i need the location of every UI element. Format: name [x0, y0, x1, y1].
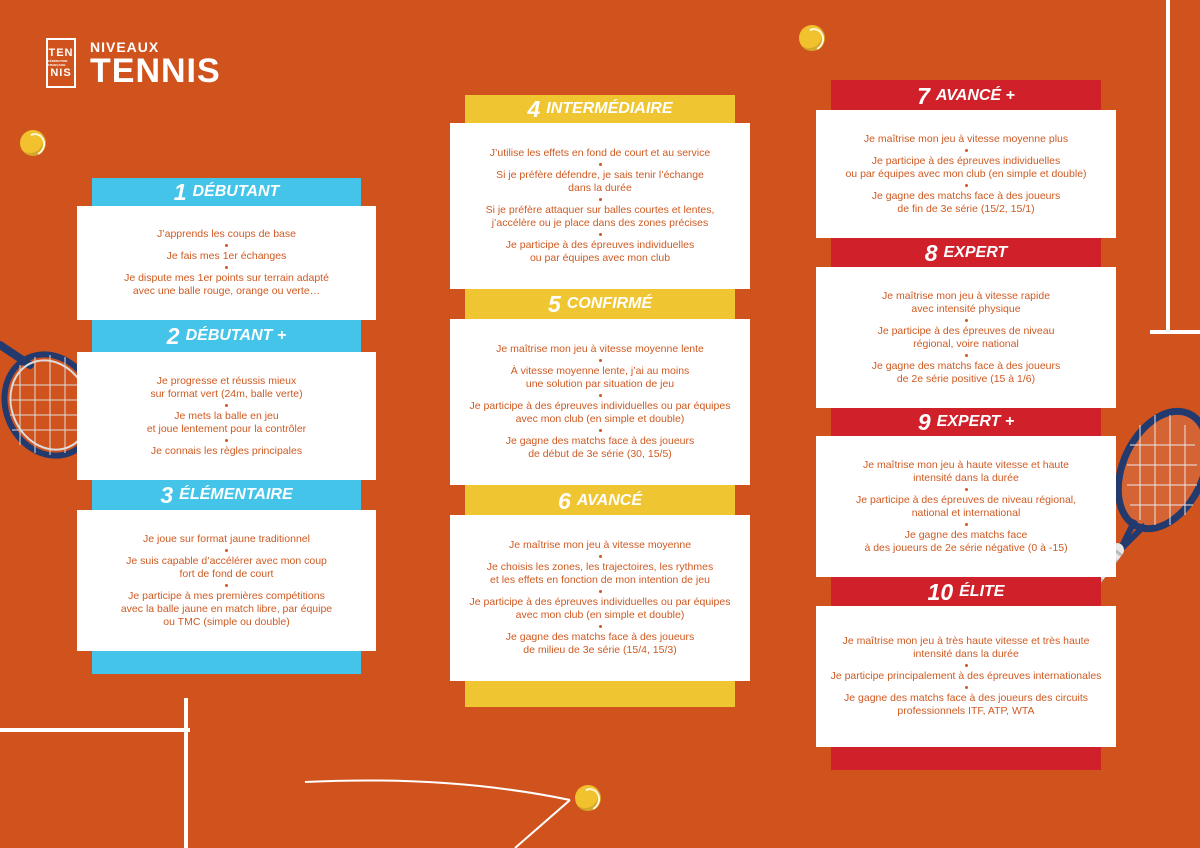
list-item: Je suis capable d’accélérer avec mon coup fort de fond de court: [126, 554, 327, 580]
list-item: Je joue sur format jaune traditionnel: [143, 532, 310, 545]
level-10-title: 10 ÉLITE: [831, 578, 1101, 606]
list-item: J’utilise les effets en fond de court et au service: [489, 147, 711, 159]
level-8-title: 8 EXPERT: [831, 239, 1101, 267]
tennis-ball-icon: [20, 130, 46, 156]
court-line-curve: [300, 770, 600, 848]
list-item: Je gagne des matchs face à des joueurs des circuits professionnels ITF, ATP, WTA: [844, 692, 1088, 717]
logo-mark-line1: TEN: [48, 47, 74, 59]
court-line: [1150, 330, 1200, 334]
logo: [46, 38, 221, 88]
list-item: Je participe à des épreuves individuelles ou par équipes avec mon club (en simple et double): [469, 596, 731, 621]
list-item: Je participe à des épreuves individuelles ou par équipes avec mon club (en simple et double): [845, 154, 1087, 180]
level-5-title: 5 CONFIRMÉ: [465, 290, 735, 318]
list-item: Je gagne des matchs face à des joueurs de 2e série positive (15 à 1/6): [871, 359, 1061, 385]
court-line: [1166, 0, 1170, 334]
list-item: Je choisis les zones, les trajectoires, les rythmes et les effets en fonction de mon intention de jeu: [486, 561, 714, 586]
logo-mark: [46, 38, 76, 88]
level-2-card: [77, 352, 376, 480]
list-item: À vitesse moyenne lente, j’ai au moins une solution par situation de jeu: [510, 365, 690, 390]
tennis-ball-icon: [575, 785, 601, 811]
level-2-title: 2 DÉBUTANT +: [92, 322, 361, 350]
list-item: J’apprends les coups de base: [157, 228, 296, 240]
level-1-card: [77, 206, 376, 320]
list-item: Je participe à des épreuves individuelles ou par équipes avec mon club (en simple et double): [469, 400, 731, 425]
list-item: Je dispute mes 1er points sur terrain adapté avec une balle rouge, orange ou verte…: [124, 272, 329, 297]
list-item: Je fais mes 1er échanges: [166, 250, 287, 262]
level-7-card: [816, 110, 1116, 238]
list-item: Je participe principalement à des épreuves internationales: [830, 670, 1102, 682]
list-item: Si je préfère défendre, je sais tenir l’échange dans la durée: [496, 169, 704, 194]
list-item: Je maîtrise mon jeu à vitesse moyenne: [508, 539, 692, 551]
level-4-title: 4 INTERMÉDIAIRE: [465, 95, 735, 123]
level-6-title: 6 AVANCÉ: [465, 487, 735, 515]
level-3-title: 3 ÉLÉMENTAIRE: [92, 481, 361, 509]
logo-title: TENNIS: [90, 51, 221, 90]
court-line: [0, 728, 190, 732]
list-item: Je participe à des épreuves de niveau régional, national et international: [855, 493, 1077, 519]
level-10-card: [816, 606, 1116, 747]
list-item: Je maîtrise mon jeu à très haute vitesse et très haute intensité dans la durée: [842, 635, 1090, 660]
list-item: Je participe à des épreuves de niveau régional, voire national: [877, 324, 1055, 350]
list-item: Je maîtrise mon jeu à haute vitesse et haute intensité dans la durée: [862, 458, 1070, 484]
logo-subtitle: NIVEAUX: [90, 38, 160, 55]
logo-mark-line2: NIS: [50, 67, 72, 79]
level-1-title: 1 DÉBUTANT: [92, 178, 361, 206]
list-item: Je progresse et réussis mieux sur format vert (24m, balle verte): [150, 374, 303, 400]
level-9-title: 9 EXPERT +: [831, 408, 1101, 436]
level-9-card: [816, 436, 1116, 577]
list-item: Je gagne des matchs face à des joueurs de 2e série négative (0 à -15): [864, 528, 1068, 554]
list-item: Je maîtrise mon jeu à vitesse moyenne plus: [863, 132, 1069, 145]
list-item: Je connais les règles principales: [150, 444, 303, 457]
logo-mark-small: FÉDÉRATION FRANÇAISE: [48, 59, 68, 67]
level-7-title: 7 AVANCÉ +: [831, 82, 1101, 110]
list-item: Je gagne des matchs face à des joueurs de milieu de 3e série (15/4, 15/3): [505, 631, 695, 656]
list-item: Je participe à des épreuves individuelles ou par équipes avec mon club: [505, 239, 695, 264]
level-6-card: [450, 515, 750, 681]
list-item: Je maîtrise mon jeu à vitesse rapide avec intensité physique: [881, 289, 1051, 315]
level-3-card: [77, 510, 376, 651]
list-item: Je mets la balle en jeu et joue lentement pour la contrôler: [146, 409, 307, 435]
list-item: Je gagne des matchs face à des joueurs de début de 3e série (30, 15/5): [505, 435, 695, 460]
court-line: [184, 698, 188, 848]
list-item: Je maîtrise mon jeu à vitesse moyenne lente: [496, 343, 704, 355]
level-4-card: [450, 123, 750, 289]
level-8-card: [816, 267, 1116, 408]
tennis-ball-icon: [799, 25, 825, 51]
list-item: Si je préfère attaquer sur balles courtes et lentes, j’accélère ou je place dans des zones précises: [485, 204, 715, 229]
list-item: Je gagne des matchs face à des joueurs de fin de 3e série (15/2, 15/1): [871, 189, 1061, 215]
list-item: Je participe à mes premières compétitions avec la balle jaune en match libre, par équipe ou TMC (simple ou double): [120, 589, 333, 628]
level-5-card: [450, 319, 750, 485]
